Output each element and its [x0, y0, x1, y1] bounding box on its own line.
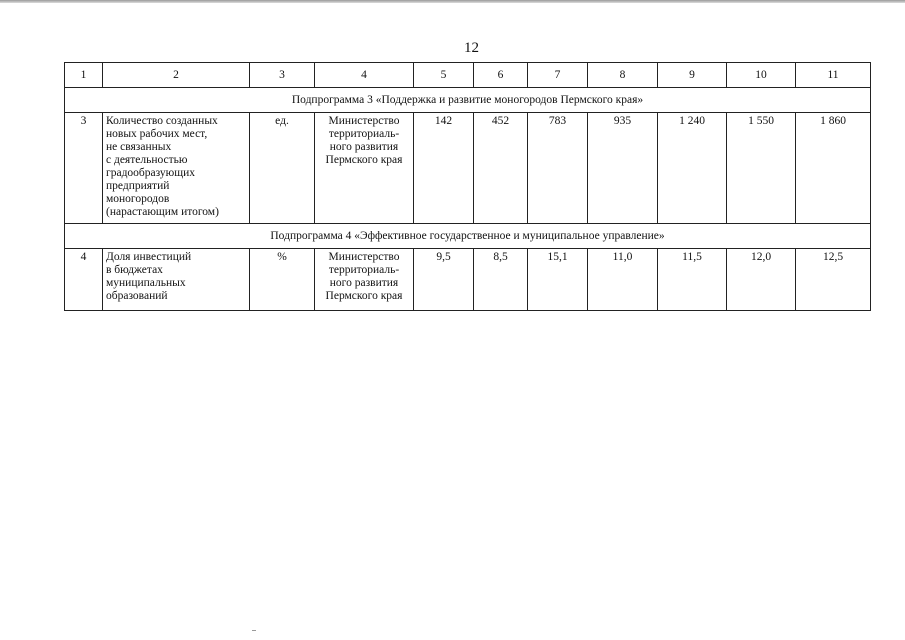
unit-cell: ед. — [250, 113, 315, 224]
header-cell: 2 — [103, 63, 250, 88]
scan-speck — [252, 630, 256, 631]
responsible-cell: Министерство территориаль- ного развития Пермского края — [315, 113, 414, 224]
responsible-cell: Министерство территориаль- ного развития Пермского края — [315, 249, 414, 311]
value-cell: 452 — [474, 113, 528, 224]
value-cell: 1 240 — [658, 113, 727, 224]
header-row — [65, 63, 871, 88]
row-number: 4 — [65, 249, 103, 311]
scan-edge — [0, 0, 905, 3]
header-cell: 10 — [727, 63, 796, 88]
value-cell: 11,5 — [658, 249, 727, 311]
table-row — [65, 249, 871, 311]
value-cell: 783 — [528, 113, 588, 224]
value-cell: 12,0 — [727, 249, 796, 311]
header-cell: 8 — [588, 63, 658, 88]
value-cell: 142 — [414, 113, 474, 224]
header-cell: 6 — [474, 63, 528, 88]
header-cell: 11 — [796, 63, 871, 88]
subprogram-title: Подпрограмма 3 «Поддержка и развитие моногородов Пермского края» — [65, 88, 871, 113]
header-cell: 1 — [65, 63, 103, 88]
value-cell: 15,1 — [528, 249, 588, 311]
header-cell: 3 — [250, 63, 315, 88]
table-row — [65, 113, 871, 224]
value-cell: 12,5 — [796, 249, 871, 311]
header-cell: 9 — [658, 63, 727, 88]
subprogram-row — [65, 88, 871, 113]
value-cell: 1 550 — [727, 113, 796, 224]
indicators-table — [64, 62, 871, 311]
value-cell: 935 — [588, 113, 658, 224]
value-cell: 1 860 — [796, 113, 871, 224]
header-cell: 7 — [528, 63, 588, 88]
indicator-name: Доля инвестиций в бюджетах муниципальных образований — [103, 249, 250, 311]
row-number: 3 — [65, 113, 103, 224]
page-number: 12 — [464, 40, 479, 56]
indicator-name: Количество созданных новых рабочих мест, не связанных с деятельностью градообразующих предприятий моногородов (нарастающим итогом) — [103, 113, 250, 224]
header-cell: 5 — [414, 63, 474, 88]
value-cell: 9,5 — [414, 249, 474, 311]
value-cell: 8,5 — [474, 249, 528, 311]
subprogram-row — [65, 224, 871, 249]
subprogram-title: Подпрограмма 4 «Эффективное государственное и муниципальное управление» — [65, 224, 871, 249]
unit-cell: % — [250, 249, 315, 311]
value-cell: 11,0 — [588, 249, 658, 311]
header-cell: 4 — [315, 63, 414, 88]
